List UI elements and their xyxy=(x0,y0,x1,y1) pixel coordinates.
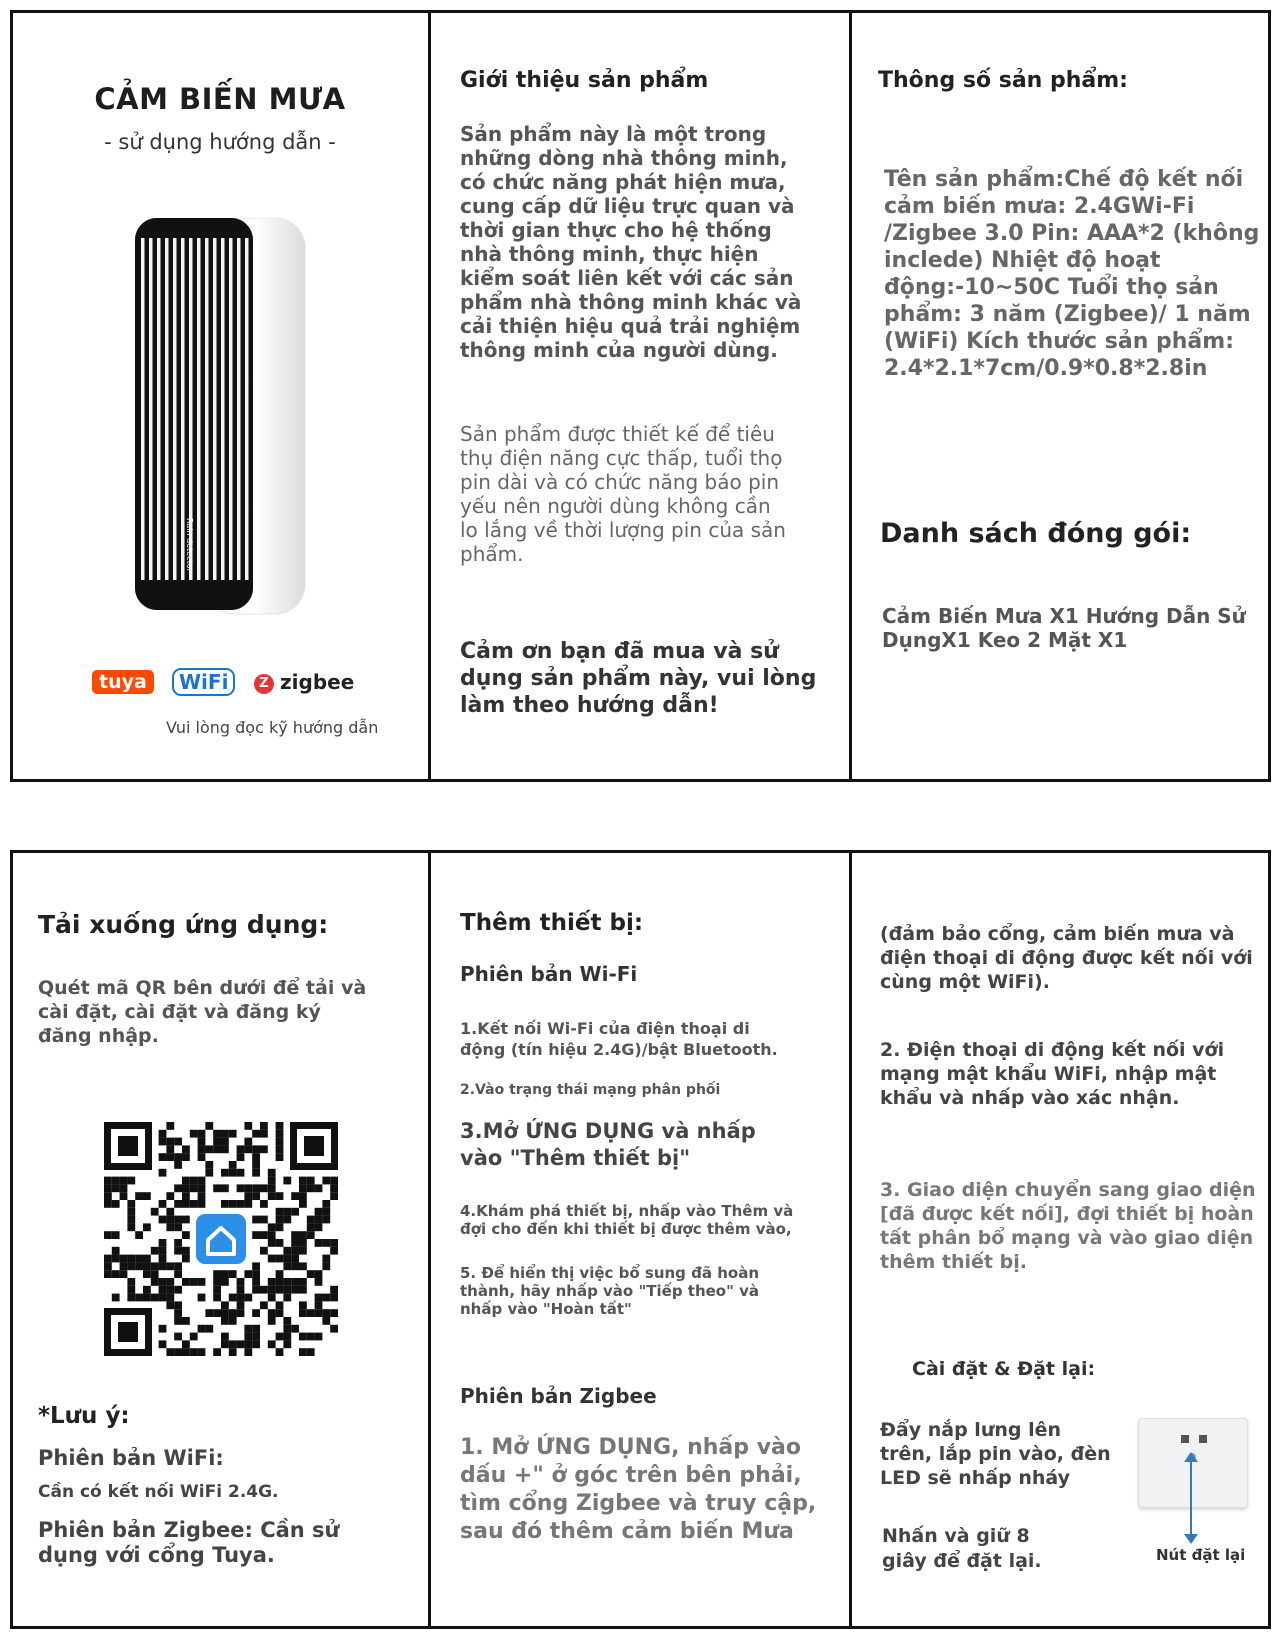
step-2: 2.Vào trạng thái mạng phân phối xyxy=(460,1082,721,1098)
reset-arrow-line xyxy=(1190,1460,1192,1536)
device-back-image xyxy=(1138,1418,1248,1508)
intro-paragraph-1: Sản phẩm này là một trong những dòng nhà thông minh, có chức năng phát hiện mưa, cung cấp dữ liệu trực quan và thời gian thực cho hệ thống nhà thông minh, thực hiện kiểm soát liên kết với các sản phẩm nhà thông minh khác và cải thiện hiệu quả trải nghiệm thông minh của người dùng. xyxy=(460,122,802,362)
top-divider-1 xyxy=(428,10,431,782)
cover-title: CẢM BIẾN MƯA xyxy=(94,82,346,116)
package-heading: Danh sách đóng gói: xyxy=(880,518,1192,549)
qr-code xyxy=(104,1122,338,1356)
thanks-text: Cảm ơn bạn đã mua và sử dụng sản phẩm này, vui lòng làm theo hướng dẫn! xyxy=(460,639,817,718)
tuya-logo: tuya xyxy=(92,670,154,694)
step-3: 3.Mở ỨNG DỤNG và nhấp vào "Thêm thiết bị" xyxy=(460,1119,756,1170)
install-text: Đẩy nắp lưng lên trên, lắp pin vào, đèn LED sẽ nhấp nháy xyxy=(880,1419,1111,1489)
step-5: 5. Để hiển thị việc bổ sung đã hoàn thành, hãy nhấp vào "Tiếp theo" và nhấp vào "Hoàn tất" xyxy=(460,1264,760,1318)
reset-text: Nhấn và giữ 8 giây để đặt lại. xyxy=(882,1525,1042,1572)
connect-step-2: 2. Điện thoại di động kết nối với mạng mật khẩu WiFi, nhập mật khẩu và nhấp vào xác nhận. xyxy=(880,1039,1225,1109)
connect-step-3: 3. Giao diện chuyển sang giao diện [đã được kết nối], đợi thiết bị hoàn tất phân bổ mạng và vào giao diện thêm thiết bị. xyxy=(880,1179,1256,1273)
add-device-heading: Thêm thiết bị: xyxy=(460,910,644,936)
step-4: 4.Khám phá thiết bị, nhấp vào Thêm và đợi cho đến khi thiết bị được thêm vào, xyxy=(460,1202,794,1238)
cover-subtitle: - sử dụng hướng dẫn - xyxy=(104,130,336,154)
wifi-version-subheading: Phiên bản Wi-Fi xyxy=(460,962,638,986)
bottom-divider-1 xyxy=(428,850,431,1629)
top-divider-2 xyxy=(849,10,852,782)
zigbee-logo: zigbee xyxy=(280,670,355,694)
step-1: 1.Kết nối Wi-Fi của điện thoại di động (tín hiệu 2.4G)/bật Bluetooth. xyxy=(460,1019,778,1059)
intro-heading: Giới thiệu sản phẩm xyxy=(460,68,709,93)
bottom-divider-2 xyxy=(849,850,852,1629)
same-wifi-note: (đảm bảo cổng, cảm biến mưa và điện thoại di động được kết nối với cùng một WiFi). xyxy=(880,923,1253,993)
package-list: Cảm Biến Mưa X1 Hướng Dẫn Sử DụngX1 Keo 2 Mặt X1 xyxy=(882,604,1246,652)
wifi-version-heading: Phiên bản WiFi: xyxy=(38,1446,224,1470)
specs-heading: Thông số sản phẩm: xyxy=(878,68,1128,93)
download-heading: Tải xuống ứng dụng: xyxy=(38,910,329,939)
zigbee-step-1: 1. Mở ỨNG DỤNG, nhấp vào dấu +" ở góc trên bên phải, tìm cổng Zigbee và truy cập, sau đó thêm cảm biến Mưa xyxy=(460,1435,817,1544)
specs-text: Tên sản phẩm:Chế độ kết nối cảm biến mưa: 2.4GWi-Fi /Zigbee 3.0 Pin: AAA*2 (không inclede) Nhiệt độ hoạt động:-10~50C Tuổi thọ sản phẩm: 3 năm (Zigbee)/ 1 năm (WiFi) Kích thước sản phẩm: 2.4*2.1*7cm/0.9*0.8*2.8in xyxy=(884,167,1260,381)
app-icon xyxy=(196,1214,246,1264)
zigbee-version-note: Phiên bản Zigbee: Cần sử dụng với cổng Tuya. xyxy=(38,1518,340,1567)
note-heading: *Lưu ý: xyxy=(38,1403,130,1429)
zigbee-version-subheading: Phiên bản Zigbee xyxy=(460,1384,657,1408)
arrow-down-icon xyxy=(1184,1534,1198,1544)
read-instructions-note: Vui lòng đọc kỹ hướng dẫn xyxy=(166,718,379,737)
wifi-version-note: Cần có kết nối WiFi 2.4G. xyxy=(38,1482,279,1502)
wifi-logo: WiFi xyxy=(172,668,235,696)
brand-logos xyxy=(92,668,392,702)
arrow-up-icon xyxy=(1184,1452,1198,1462)
download-instructions: Quét mã QR bên dưới để tải và cài đặt, cài đặt và đăng ký đăng nhập. xyxy=(38,977,367,1047)
device-label: Rain detector xyxy=(185,518,194,572)
rain-sensor-device-image xyxy=(135,218,307,616)
reset-button-label: Nút đặt lại xyxy=(1156,1546,1246,1564)
zigbee-icon: Z xyxy=(254,674,274,694)
install-reset-heading: Cài đặt & Đặt lại: xyxy=(912,1358,1096,1380)
intro-paragraph-2: Sản phẩm được thiết kế để tiêu thụ điện năng cực thấp, tuổi thọ pin dài và có chức năng báo pin yếu nên người dùng không cần lo lắng về thời lượng pin của sản phẩm. xyxy=(460,422,786,566)
